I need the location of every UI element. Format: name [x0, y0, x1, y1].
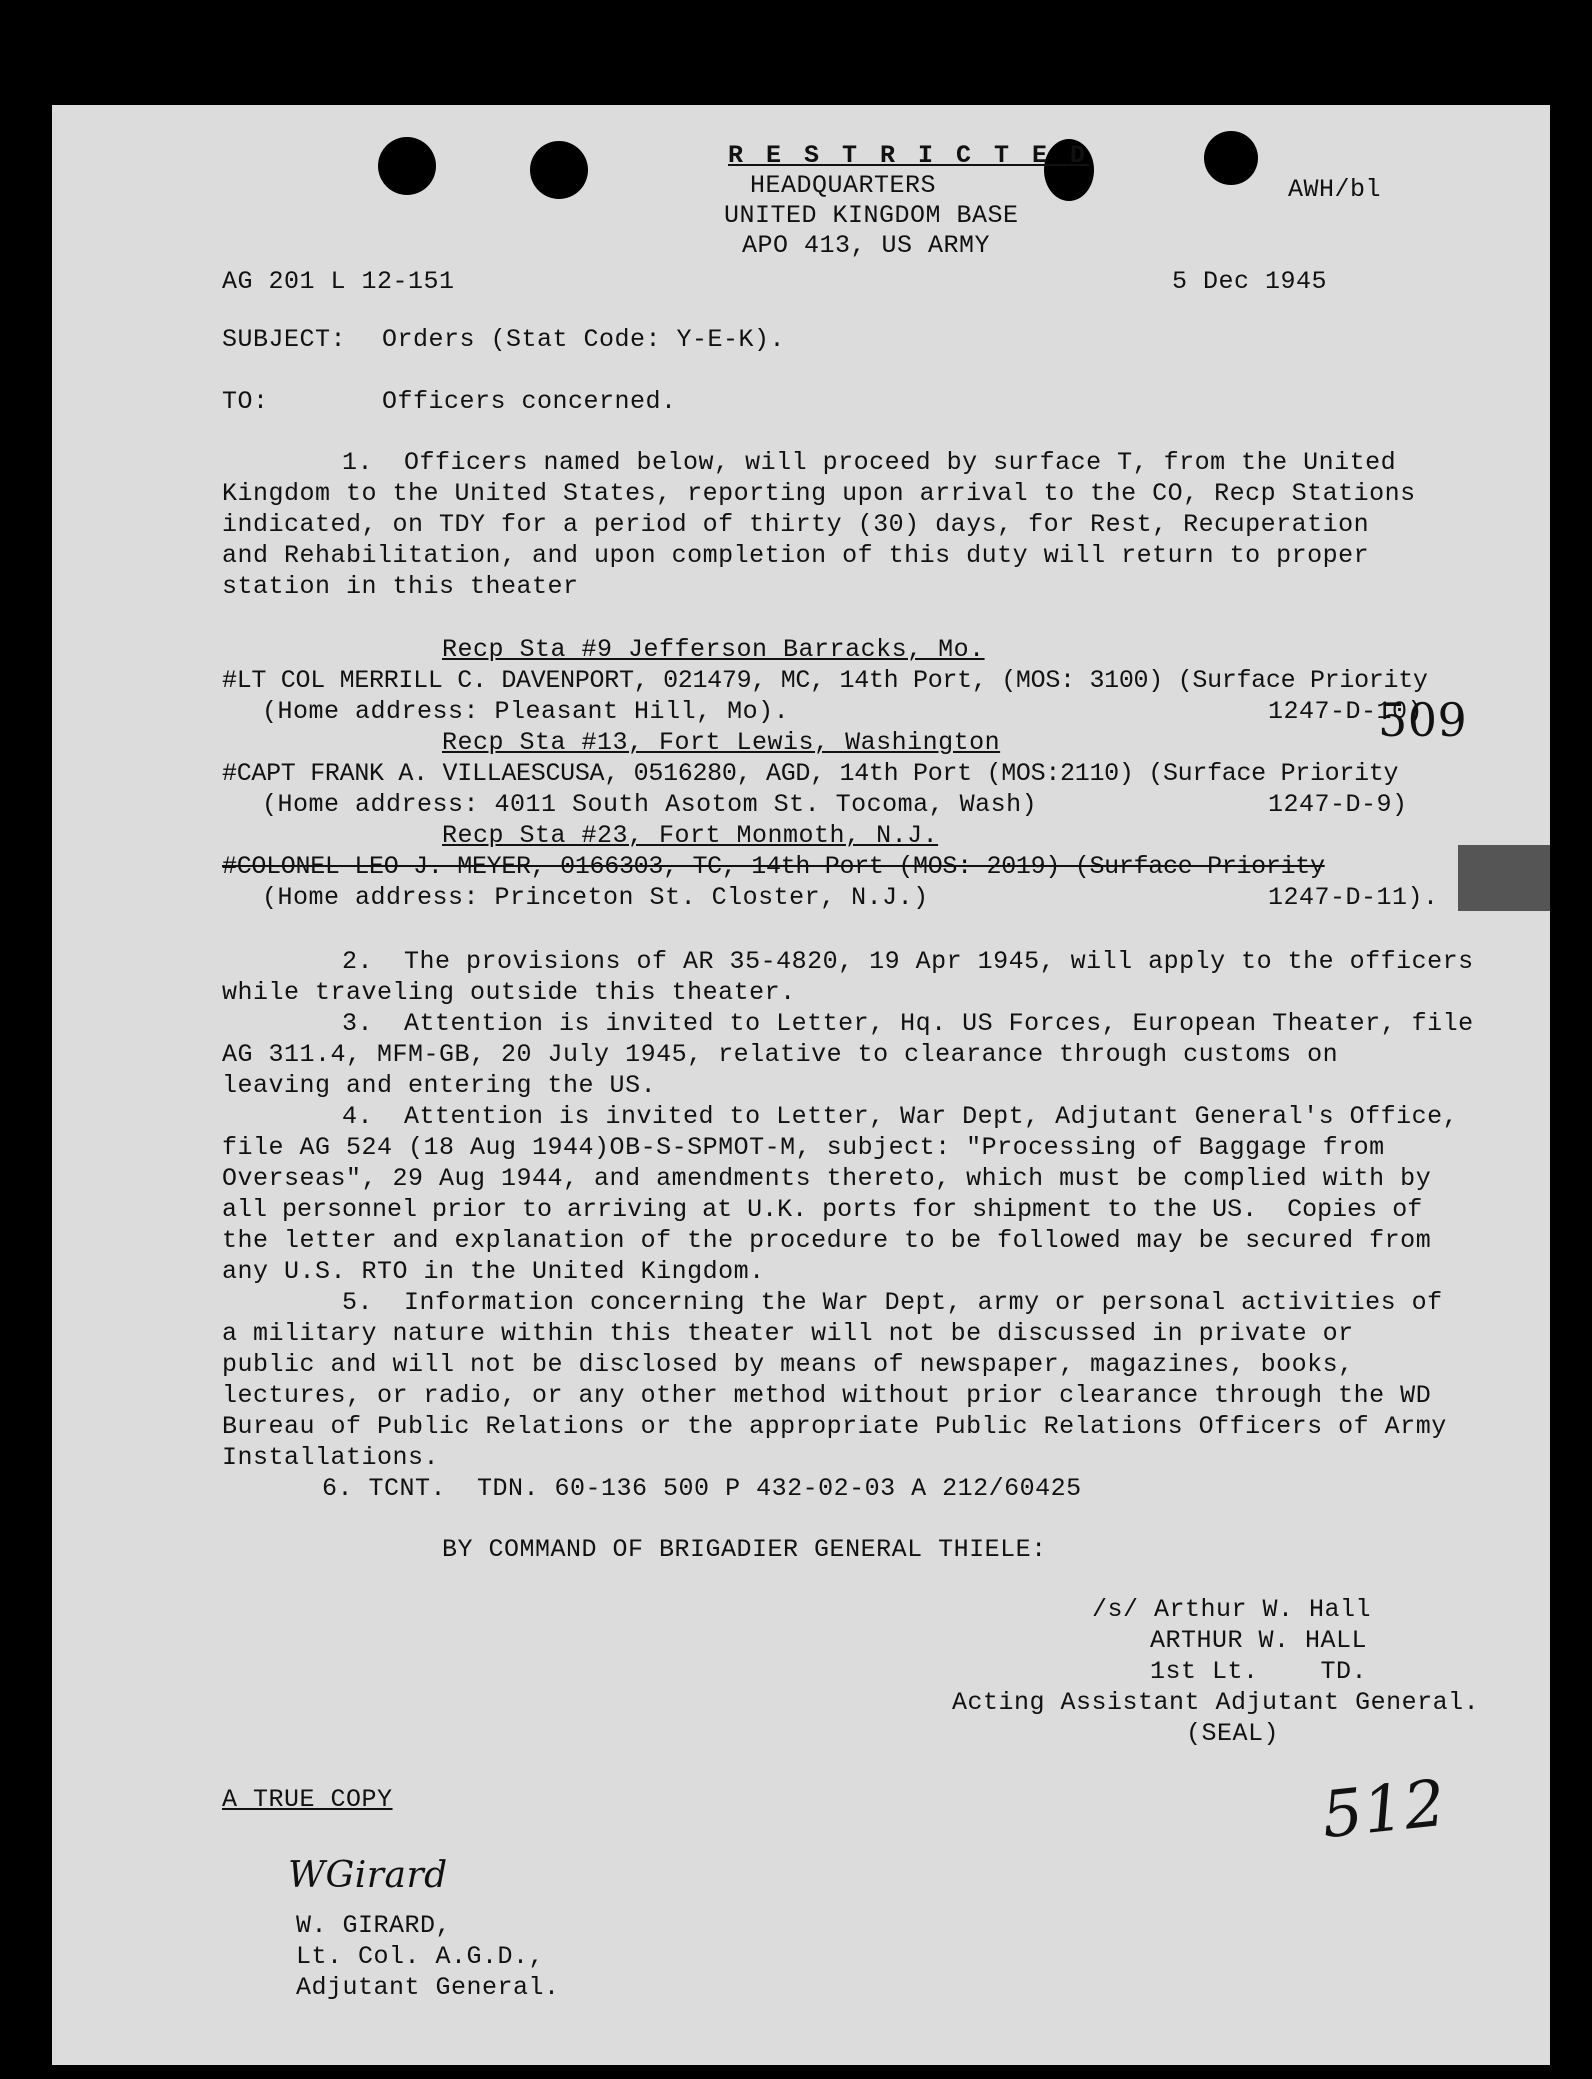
body-line: public and will not be disclosed by means of newspaper, magazines, books, — [222, 1350, 1354, 1379]
body-line: all personnel prior to arriving at U.K. ports for shipment to the US. Copies of — [222, 1195, 1423, 1224]
signature-rank: 1st Lt. TD. — [1150, 1657, 1368, 1686]
redaction-block — [1458, 845, 1550, 911]
document-date: 5 Dec 1945 — [1172, 267, 1328, 296]
reception-station: Recp Sta #9 Jefferson Barracks, Mo. — [442, 635, 985, 664]
para1-line: and Rehabilitation, and upon completion of this duty will return to proper — [222, 541, 1370, 570]
signature-line: /s/ Arthur W. Hall — [1092, 1595, 1372, 1624]
punch-hole — [1204, 131, 1258, 185]
header-org-line1: HEADQUARTERS — [750, 171, 937, 200]
body-line: 2. The provisions of AR 35-4820, 19 Apr 1945, will apply to the officers — [342, 947, 1474, 976]
officer-home-address: (Home address: 4011 South Asotom St. Tocoma, Wash) — [262, 790, 1038, 819]
surface-priority: 1247-D-9) — [1268, 790, 1408, 819]
officer-home-address: (Home address: Princeton St. Closter, N.J.) — [262, 883, 929, 912]
initials: AWH/bl — [1288, 175, 1382, 204]
body-line: any U.S. RTO in the United Kingdom. — [222, 1257, 765, 1286]
para1-line: station in this theater — [222, 572, 579, 601]
signature-name: ARTHUR W. HALL — [1150, 1626, 1368, 1655]
body-line: AG 311.4, MFM-GB, 20 July 1945, relative to clearance through customs on — [222, 1040, 1339, 1069]
classification-marking: R E S T R I C T E D — [728, 141, 1090, 170]
officer-entry: #LT COL MERRILL C. DAVENPORT, 021479, MC, 14th Port, (MOS: 3100) (Surface Priority — [222, 666, 1428, 695]
true-copy-label: A TRUE COPY — [222, 1785, 393, 1814]
body-line: Installations. — [222, 1443, 440, 1472]
certifier-title: Adjutant General. — [296, 1973, 560, 2002]
body-line: 6. TCNT. TDN. 60-136 500 P 432-02-03 A 212/60425 — [322, 1474, 1082, 1503]
body-line: leaving and entering the US. — [222, 1071, 657, 1100]
punch-hole — [378, 137, 436, 195]
handwritten-number: 512 — [1318, 1766, 1450, 1854]
surface-priority: 1247-D-10) — [1268, 697, 1424, 726]
body-line: 4. Attention is invited to Letter, War Dept, Adjutant General's Office, — [342, 1102, 1459, 1131]
file-reference: AG 201 L 12-151 — [222, 267, 455, 296]
to-label: TO: — [222, 387, 269, 416]
body-line: a military nature within this theater will not be discussed in private or — [222, 1319, 1354, 1348]
signature-title: Acting Assistant Adjutant General. — [952, 1688, 1480, 1717]
para1-line: indicated, on TDY for a period of thirty (30) days, for Rest, Recuperation — [222, 510, 1370, 539]
reception-station: Recp Sta #23, Fort Monmoth, N.J. — [442, 821, 939, 850]
reception-station: Recp Sta #13, Fort Lewis, Washington — [442, 728, 1001, 757]
handwritten-signature: WGirard — [288, 1855, 448, 1896]
surface-priority: 1247-D-11). — [1268, 883, 1439, 912]
command-line: BY COMMAND OF BRIGADIER GENERAL THIELE: — [442, 1535, 1047, 1564]
para1-line: 1. Officers named below, will proceed by surface T, from the United — [342, 448, 1397, 477]
officer-home-address: (Home address: Pleasant Hill, Mo). — [262, 697, 790, 726]
body-line: file AG 524 (18 Aug 1944)OB-S-SPMOT-M, subject: "Processing of Baggage from — [222, 1133, 1385, 1162]
body-line: the letter and explanation of the procedure to be followed may be secured from — [222, 1226, 1432, 1255]
subject-text: Orders (Stat Code: Y-E-K). — [382, 325, 786, 354]
body-line: 3. Attention is invited to Letter, Hq. US Forces, European Theater, file — [342, 1009, 1474, 1038]
header-org-line3: APO 413, US ARMY — [742, 231, 991, 260]
body-line: while traveling outside this theater. — [222, 978, 796, 1007]
subject-label: SUBJECT: — [222, 325, 347, 354]
para1-line: Kingdom to the United States, reporting upon arrival to the CO, Recp Stations — [222, 479, 1416, 508]
header-org-line2: UNITED KINGDOM BASE — [724, 201, 1019, 230]
certifier-rank: Lt. Col. A.G.D., — [296, 1942, 545, 1971]
officer-entry-struck: #COLONEL LEO J. MEYER, 0166303, TC, 14th Port (MOS: 2019) (Surface Priority — [222, 852, 1325, 881]
body-line: Overseas", 29 Aug 1944, and amendments thereto, which must be complied with by — [222, 1164, 1432, 1193]
body-line: Bureau of Public Relations or the appropriate Public Relations Officers of Army — [222, 1412, 1447, 1441]
body-line: lectures, or radio, or any other method without prior clearance through the WD — [222, 1381, 1432, 1410]
seal-marking: (SEAL) — [1186, 1719, 1280, 1748]
body-line: 5. Information concerning the War Dept, army or personal activities of — [342, 1288, 1443, 1317]
certifier-name: W. GIRARD, — [296, 1911, 452, 1940]
punch-hole — [530, 141, 588, 199]
to-text: Officers concerned. — [382, 387, 677, 416]
officer-entry: #CAPT FRANK A. VILLAESCUSA, 0516280, AGD, 14th Port (MOS:2110) (Surface Priority — [222, 759, 1399, 788]
document-page — [52, 105, 1550, 2065]
handwritten-number: 509 — [1378, 693, 1468, 747]
